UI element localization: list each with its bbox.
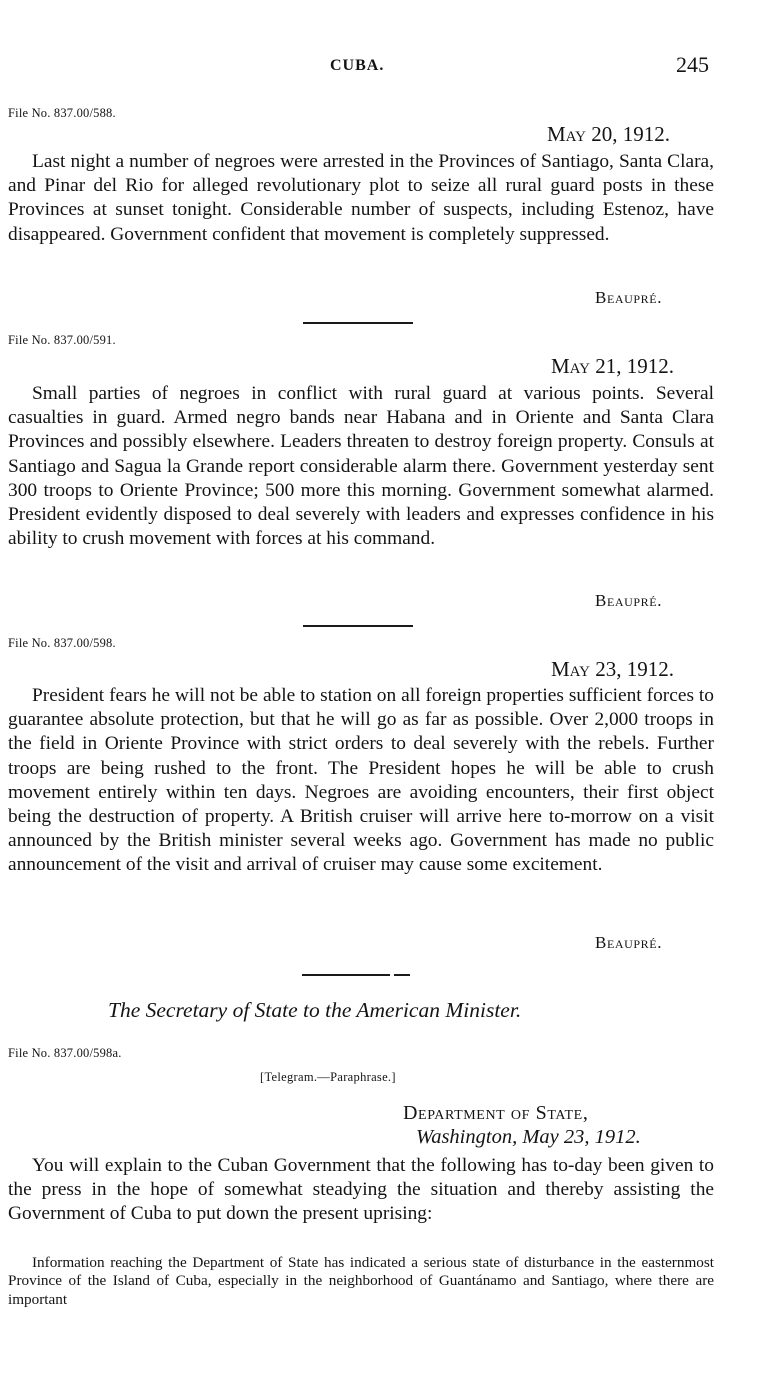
dispatch-body (8, 382, 714, 551)
file-number: File No. 837.00/598. (8, 636, 116, 650)
dispatch-body (8, 150, 714, 247)
dispatch-date: May 20, 1912. (547, 122, 670, 146)
department-line: Department of State, (403, 1102, 589, 1124)
dispatch-date: May 23, 1912. (551, 657, 674, 681)
signature: Beaupré. (595, 933, 663, 952)
telegram-note: [Telegram.—Paraphrase.] (260, 1070, 396, 1084)
signature: Beaupré. (595, 288, 663, 307)
file-number: File No. 837.00/588. (8, 106, 116, 120)
section-divider (303, 625, 413, 627)
instruction-body (8, 1154, 714, 1227)
file-number: File No. 837.00/598a. (8, 1046, 122, 1060)
page-number: 245 (676, 52, 709, 77)
section-divider-dash (394, 974, 410, 976)
dispatch-text: Small parties of negroes in conflict with rural guard at various points. Several casualties in guard. Armed negro bands near Habana and in Oriente and Santa Clara Provinces and possibly elsewhere. Leaders threaten to destroy foreign property. Consuls at Santiago and Sagua la Grande report considerable alarm there. Government yesterday sent 300 troops to Oriente Province; 500 more this morning. Government somewhat alarmed. President evidently disposed to deal severely with leaders and expresses confidence in his ability to crush movement with forces at his command. (8, 383, 714, 550)
dispatch-text: President fears he will not be able to station on all foreign properties sufficient forces to guarantee absolute protection, but that he will go as far as possible. Over 2,000 troops in the field in Oriente Province with strict orders to deal severely with the rebels. Further troops are being rushed to the front. The President hopes he will be able to crush movement entirely within ten days. Negroes are avoiding encounters, their first object being the destruction of property. A British cruiser will arrive here to-morrow on a visit announced by the British minister several weeks ago. Government has made no public announcement of the visit and arrival of cruiser may cause some excitement. (8, 685, 714, 876)
press-statement-text: Information reaching the Department of State has indicated a serious state of disturbance in the easternmost Province of the Island of Cuba, especially in the neighborhood of Guantánamo and Santiago, where there are important (8, 1254, 714, 1308)
file-number: File No. 837.00/591. (8, 333, 116, 347)
dispatch-body (8, 684, 714, 878)
section-heading: The Secretary of State to the American Minister. (108, 998, 522, 1022)
running-head-title: CUBA. (330, 57, 385, 74)
signature: Beaupré. (595, 591, 663, 610)
press-statement (8, 1254, 714, 1309)
dispatch-date: May 21, 1912. (551, 354, 674, 378)
dispatch-text: Last night a number of negroes were arrested in the Provinces of Santiago, Santa Clara, and Pinar del Rio for alleged revolutionary plot to seize all rural guard posts in these Provinces at sunset tonight. Considerable number of suspects, including Estenoz, have disappeared. Government confident that movement is completely suppressed. (8, 151, 714, 245)
section-divider (302, 974, 390, 976)
place-date-line: Washington, May 23, 1912. (416, 1126, 641, 1148)
instruction-text: You will explain to the Cuban Government that the following has to-day been given to the press in the hope of somewhat steadying the situation and thereby assisting the Government of Cuba to put down the present uprising: (8, 1155, 714, 1225)
section-divider (303, 322, 413, 324)
